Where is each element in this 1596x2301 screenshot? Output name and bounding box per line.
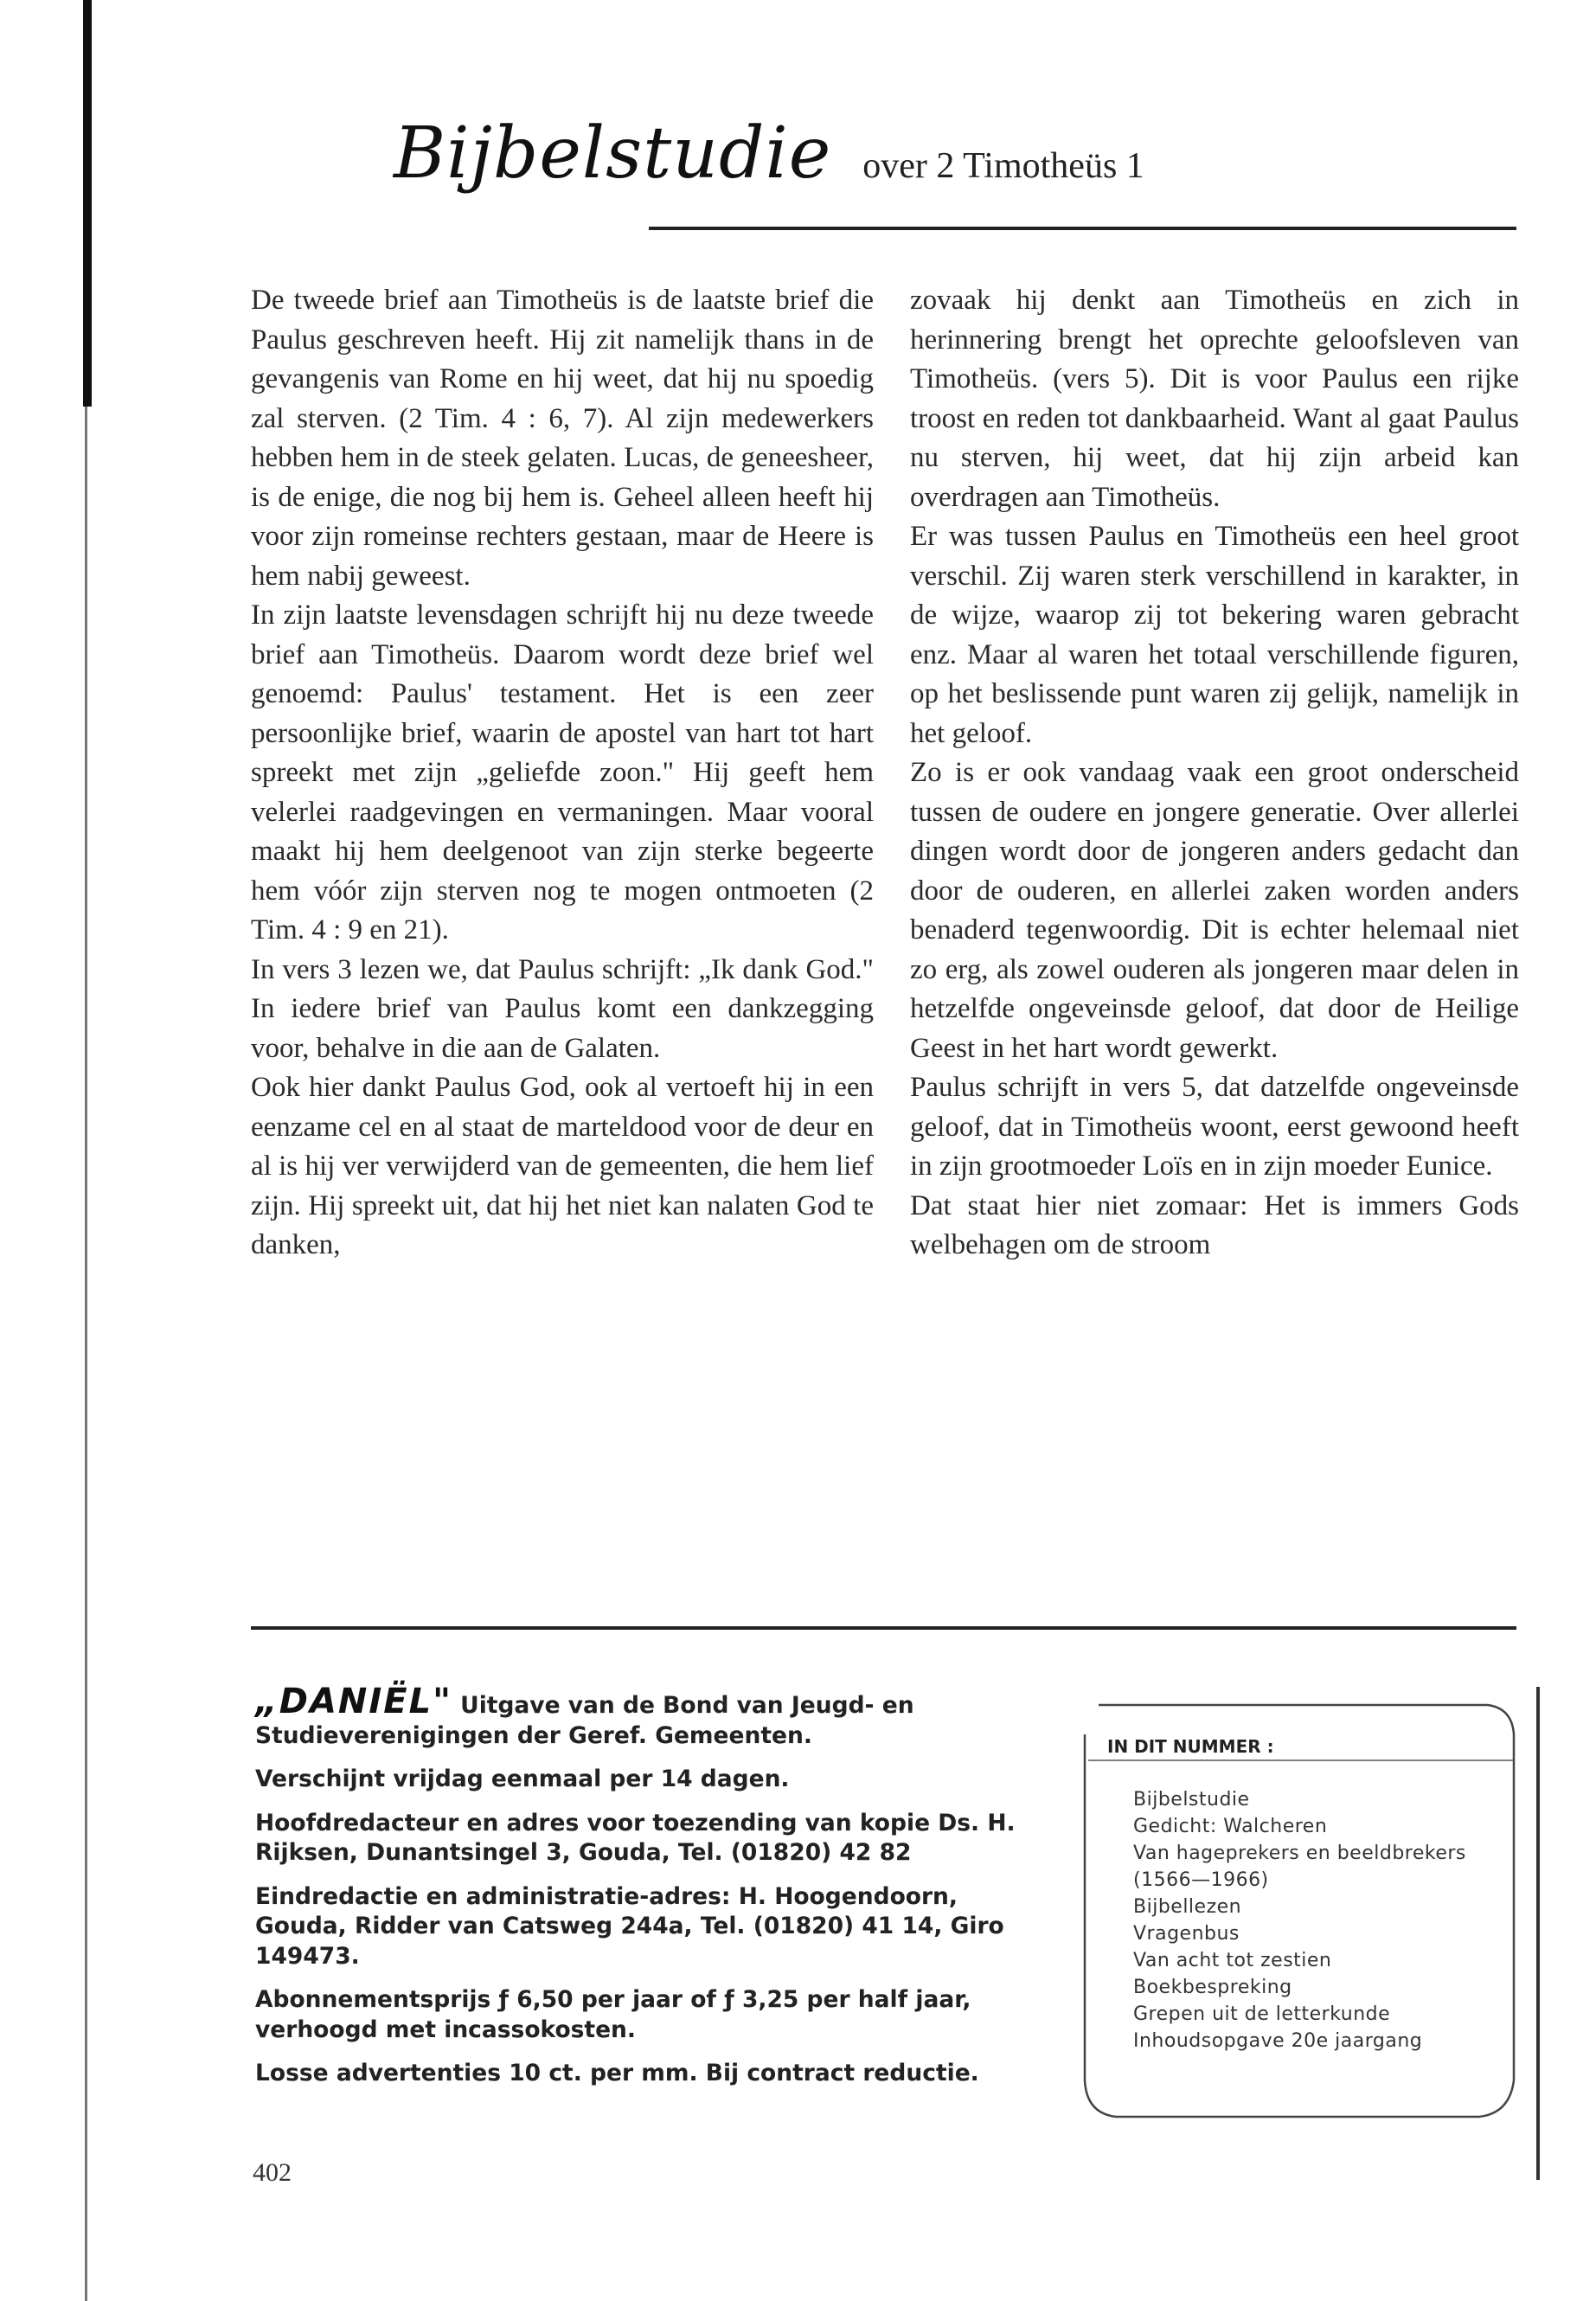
advertisements-text: Losse advertenties 10 ct. per mm. Bij contract reductie. (255, 2060, 979, 2086)
paragraph: In vers 3 lezen we, dat Paulus schrijft: „Ik dank God." In iedere brief van Paulus komt een dankzegging voor, behalve in die aan de Galaten. (251, 953, 874, 1064)
paragraph: zovaak hij denkt aan Timotheüs en zich in herinnering brengt het oprechte geloofsleven van Timotheüs. (vers 5). Dit is voor Paulus een rijke troost en reden tot dankbaarheid. Want al gaat Paulus nu sterven, hij weet, dat hij zijn arbeid kan overdragen aan Timotheüs. (910, 285, 1519, 513)
paragraph: De tweede brief aan Timotheüs is de laatste brief die Paulus geschreven heeft. Hij zit namelijk thans in de gevangenis van Rome en hij weet, dat hij nu spoedig zal sterven. (2 Tim. 4 : 6, 7). Al zijn medewerkers hebben hem in de steek gelaten. Lucas, de geneesheer, is de enige, die nog bij hem is. Geheel alleen heeft hij voor zijn romeinse rechters gestaan, maar de Heere is hem nabij geweest. (251, 285, 874, 592)
scan-edge-left (83, 0, 92, 407)
colophon-publisher-line (255, 1682, 1034, 1751)
page-title: Bijbelstudie (394, 112, 832, 195)
contents-item: Bijbelstudie (1133, 1789, 1250, 1811)
frequency-text: Verschijnt vrijdag eenmaal per 14 dagen. (255, 1766, 790, 1792)
scan-line-left (85, 407, 87, 2301)
paragraph: Er was tussen Paulus en Timotheüs een heel groot verschil. Zij waren sterk verschillend in karakter, in de wijze, waarop zij tot bekering waren gebracht enz. Maar al waren het totaal verschillende figuren, op het beslissende punt waren zij gelijk, namelijk in het geloof. (910, 521, 1519, 749)
contents-box (1081, 1700, 1518, 2122)
paragraph: In zijn laatste levensdagen schrijft hij nu deze tweede brief aan Timotheüs. Daarom wordt deze brief wel genoemd: Paulus' testament. Het is een zeer persoonlijke brief, waarin de apostel van hart tot hart spreekt met zijn „geliefde zoon." Hij geeft hem velerlei raadgevingen en vermaningen. Maar vooral maakt hij hem deelgenoot van zijn sterke begeerte hem vóór zijn sterven nog te mogen ontmoeten (2 Tim. 4 : 9 en 21). (251, 599, 874, 945)
section-rule (251, 1626, 1516, 1630)
contents-list (1133, 1786, 1497, 2054)
paragraph: Zo is er ook vandaag vaak een groot onderscheid tussen de oudere en jongere generatie. Over allerlei dingen wordt door de jongeren anders gedacht dan door de ouderen, en allerlei zaken worden anders benaderd tegenwoordig. Dit is echter helemaal niet zo erg, als zowel ouderen als jongeren maar delen in hetzelfde ongeveinsde geloof, dat door de Heilige Geest in het hart wordt gewerkt. (910, 757, 1519, 1064)
contents-item: Gedicht: Walcheren (1133, 1816, 1328, 1837)
administration-text: Eindredactie en administratie-adres: H. Hoogendoorn, Gouda, Ridder van Catsweg 244a, Tel. (01820) 41 14, Giro 149473. (255, 1882, 1004, 1970)
scan-line-right (1536, 1687, 1540, 2180)
publisher-text: Uitgave van de Bond van Jeugd- en Studieverenigingen der Geref. Gemeenten. (255, 1692, 914, 1749)
paragraph: Ook hier dankt Paulus God, ook al vertoeft hij in een eenzame cel en al staat de marteldood voor de deur en al is hij ver verwijderd van de gemeenten, die hem lief zijn. Hij spreekt uit, dat hij het niet kan nalaten God te danken, (251, 1072, 874, 1260)
paragraph: Paulus schrijft in vers 5, dat datzelfde ongeveinsde geloof, dat in Timotheüs woont, eerst gewoond heeft in zijn grootmoeder Loïs en in zijn moeder Eunice. (910, 1072, 1519, 1182)
magazine-name: „DANIËL" (255, 1682, 452, 1721)
header-rule (649, 227, 1516, 230)
contents-item: Grepen uit de letterkunde (1133, 2003, 1391, 2025)
contents-item: Bijbellezen (1133, 1896, 1242, 1918)
article-left-column (251, 281, 874, 1266)
contents-item: Vragenbus (1133, 1923, 1240, 1945)
article-right-column (910, 281, 1519, 1266)
page-header (394, 112, 1144, 195)
contents-item: Boekbespreking (1133, 1977, 1292, 1998)
contents-item: Van hageprekers en beeldbrekers (1566—1966) (1133, 1843, 1466, 1891)
contents-heading: IN DIT NUMMER : (1107, 1736, 1274, 1757)
page-number: 402 (253, 2158, 292, 2187)
contents-item: Inhoudsopgave 20e jaargang (1133, 2030, 1423, 2052)
contents-item: Van acht tot zestien (1133, 1950, 1332, 1971)
page-subtitle: over 2 Timotheüs 1 (862, 146, 1144, 186)
paragraph: Dat staat hier niet zomaar: Het is immers Gods welbehagen om de stroom (910, 1189, 1519, 1260)
colophon (255, 1682, 1034, 2103)
subscription-text: Abonnementsprijs ƒ 6,50 per jaar of ƒ 3,25 per half jaar, verhoogd met incassokosten. (255, 1986, 971, 2043)
editor-text: Hoofdredacteur en adres voor toezending van kopie Ds. H. Rijksen, Dunantsingel 3, Gouda, Tel. (01820) 42 82 (255, 1809, 1016, 1866)
